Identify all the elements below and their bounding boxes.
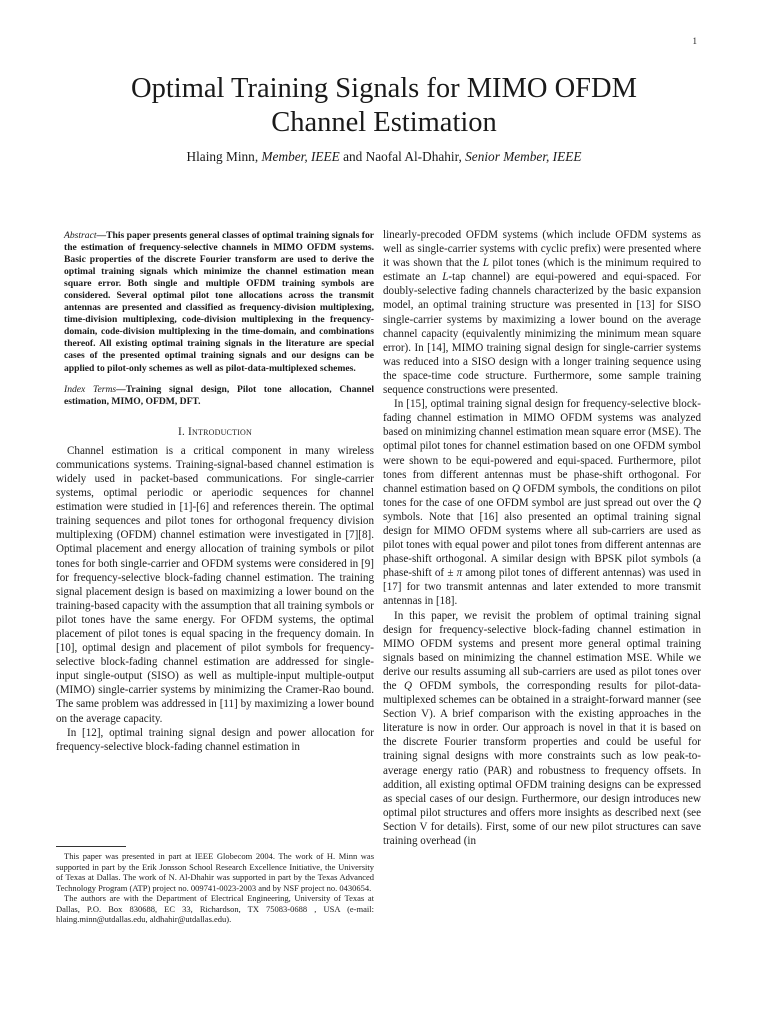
index-terms: [64, 384, 374, 408]
author-2-name: and Naofal Al-Dhahir,: [343, 149, 462, 164]
section-heading-introduction: [56, 426, 374, 438]
math-symbol: Q: [512, 482, 521, 495]
text-run: OFDM symbols, the corresponding results for pilot-data-multiplexed schemes can be obtained in a straight-forward manner (see Section V). A brief comparison with the existing approaches in the literature is now in order. Our approach is novel in that it is based on the discrete Fourier transform properties and could be useful for training signal designs with more constraints such as low peak-to-average energy ratio (PAR) and robustness to frequency offsets. In addition, all existing optimal OFDM training designs can be expressed as special cases of our design. Furthermore, our design introduces new optimal pilot structures and offers more insights as described next (see Section V for details). First, some of our new pilot structures can save training overhead (in: [383, 680, 702, 848]
left-column: [56, 230, 374, 754]
math-symbol: Q: [692, 496, 701, 509]
text-run: pilot tones (which is the minimum required to estimate an: [383, 257, 701, 284]
author-2-role: Senior Member, IEEE: [465, 149, 582, 164]
text-run: In [15], optimal training signal design for frequency-selective block-fading channel estimation in MIMO OFDM systems was analyzed based on minimizing channel estimation mean square error (MSE). The optimal pilot tones for channel estimation based on one OFDM symbol were shown to be equi-powered and equi-spaced. Furthermore, pilot tones from different antennas must be phase-shift orthogonal. For channel estimation based on: [383, 398, 701, 495]
paper-title: [60, 72, 708, 140]
abstract-text: —This paper presents general classes of optimal training signals for the estimation of frequency-selective channels in MIMO OFDM systems. Basic properties of the discrete Fourier transform are used to derive the optimal training signals which minimize the channel estimation mean square error. Both single and multiple OFDM training symbols are considered. Several optimal pilot tone allocations across the transmit antennas are presented and classified as frequency-division multiplexing, time-division multiplexing, code-division multiplexing in the frequency-domain, code-division multiplexing in the time-domain, and combinations thereof. All existing optimal training signals in the literature are special cases of the presented optimal training signals and our designs can be applied to pilot-only schemes as well as pilot-data-multiplexed schemes.: [64, 230, 374, 374]
text-run: OFDM symbols, the conditions on pilot tones for the case of one OFDM symbol are just spread out over the: [383, 482, 701, 509]
math-symbol: ± π: [447, 567, 463, 580]
text-run: symbols. Note that [16] also presented an optimal training signal design for MIMO OFDM systems where all sub-carriers are used as pilot tones with equal power and pilot tones from different antennas are phase-shift orthogonal. A similar design with BPSK pilot symbols (a phase-shift of: [383, 510, 701, 580]
footnote-divider: [56, 846, 126, 847]
abstract-label: Abstract: [64, 230, 97, 241]
author-1-name: Hlaing Minn,: [186, 149, 259, 164]
right-paragraph-3: [383, 609, 701, 849]
title-line-1: Optimal Training Signals for MIMO OFDM: [131, 73, 637, 104]
footnote-funding: This paper was presented in part at IEEE Globecom 2004. The work of H. Minn was supported in part by the Erik Jonsson School Research Excellence Initiative, the University of Texas at Dallas. The work of N. Al-Dhahir was supported in part by the Texas Advanced Technology Program (ATP) project no. 009741-0023-2003 and by NSF project no. 0430654.: [56, 851, 374, 893]
right-paragraph-1: [383, 228, 701, 397]
math-symbol: Q: [404, 680, 413, 692]
abstract: [64, 230, 374, 375]
footnotes: [56, 851, 374, 925]
math-symbol: L: [482, 257, 490, 270]
right-column: [383, 228, 701, 848]
text-run: In this paper, we revisit the problem of optimal training signal design for frequency-selective block-fading channel estimation in MIMO OFDM systems and present more general optimal training signals based on minimizing the channel estimation MSE. While we derive our results assuming all sub-carriers are used as pilot tones over the: [383, 609, 701, 692]
intro-paragraph-1: Channel estimation is a critical component in many wireless communications systems. Training-signal-based channel estimation is widely used in packet-based communications. For single-carrier systems, optimal periodic or aperiodic sequences for channel estimation were studied in [1]-[6] and references therein. The optimal training sequences and pilot tones for orthogonal frequency division multiplexing (OFDM) channel estimation were investigated in [7][8]. Optimal placement and energy allocation of training symbols or pilot tones for both single-carrier and OFDM systems were considered in [9] for frequency-selective block-fading channel estimation. The training signal placement design is based on maximizing a lower bound on the training-based capacity with the assumption that all training symbols or pilot tones have the same energy. For OFDM systems, the optimal placement of pilot tones is equal spacing in the frequency domain. In [10], optimal design and placement of pilot symbols for frequency-selective block-fading channel estimation are addressed for single-input single-output (SISO) as well as multiple-input multiple-output (MIMO) single-carrier systems by minimizing the Cramer-Rao bound. The same problem was addressed in [11] by maximizing a lower bound on the average capacity.: [56, 444, 374, 725]
text-run: linearly-precoded OFDM systems (which include OFDM systems as well as single-carrier systems with cyclic prefix) were presented where it was shown that the: [383, 229, 701, 270]
footnote-affiliation: The authors are with the Department of Electrical Engineering, University of Texas at Dallas, P.O. Box 830688, EC 33, Richardson, TX 75083-0688 , USA (e-mail: hlaing.minn@utdallas.edu, aldhahir@utdallas.edu).: [56, 893, 374, 924]
math-symbol: L: [442, 271, 449, 284]
right-paragraph-2: [383, 397, 701, 608]
index-terms-label: Index Terms: [64, 383, 117, 395]
section-title: Introduction: [188, 425, 252, 438]
page-number: 1: [692, 36, 697, 46]
author-line: [60, 149, 708, 165]
section-number: I.: [178, 425, 186, 438]
text-run: -tap channel) are equi-powered and equi-spaced. For doubly-selective fading channels characterized by the basic expansion model, an optimal training structure was presented in [13] for SISO single-carrier systems by maximizing a lower bound on the average channel capacity (equivalently minimizing the minimum mean square error). In [14], MIMO training signal design for single-carrier systems was reduced into a SISO design with a longer training sequence using the space-time code structure. Furthermore, some sample training sequence constructions were presented.: [383, 271, 701, 397]
index-terms-text: —Training signal design, Pilot tone allocation, Channel estimation, MIMO, OFDM, DFT.: [64, 383, 375, 407]
title-line-2: Channel Estimation: [271, 107, 497, 138]
text-run: among pilot tones of different antennas) was used in [17] for two transmit antennas and later extended to more transmit antennas in [18].: [383, 567, 701, 608]
author-1-role: Member, IEEE: [261, 149, 340, 164]
intro-paragraph-2: In [12], optimal training signal design and power allocation for frequency-selective block-fading channel estimation in: [56, 726, 374, 753]
